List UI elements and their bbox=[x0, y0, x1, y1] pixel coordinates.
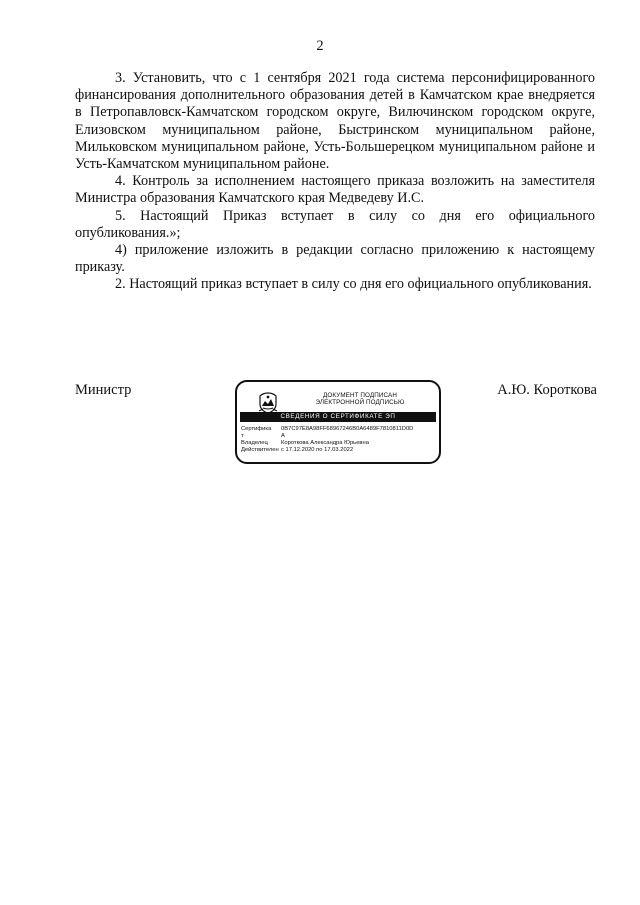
owner-row bbox=[241, 440, 437, 447]
coat-of-arms-icon bbox=[257, 390, 279, 414]
stamp-header bbox=[295, 392, 425, 407]
paragraph-2-entry-into-force: 2. Настоящий приказ вступает в силу со дня его официального опубликования. bbox=[115, 276, 592, 293]
stamp-header-line1: ДОКУМЕНТ ПОДПИСАН bbox=[323, 392, 397, 399]
page-number: 2 bbox=[316, 38, 324, 54]
certificate-info-bar: СВЕДЕНИЯ О СЕРТИФИКАТЕ ЭП bbox=[240, 412, 436, 422]
certificate-label: Сертифика bbox=[241, 426, 272, 432]
document-body bbox=[75, 70, 595, 294]
validity-label: Действителен bbox=[241, 446, 279, 453]
validity-row bbox=[241, 447, 437, 454]
certificate-label-continued: т bbox=[241, 432, 244, 439]
paragraph-5-entry-into-force: 5. Настоящий Приказ вступает в силу со дня его официального опубликования.»; bbox=[75, 207, 595, 241]
owner-label: Владелец bbox=[241, 439, 268, 446]
paragraph-appendix-amendment: 4) приложение изложить в редакции согласно приложению к настоящему приказу. bbox=[75, 242, 595, 276]
certificate-row bbox=[241, 433, 437, 440]
owner-name: Короткова Александра Юрьевна bbox=[281, 439, 369, 446]
paragraph-4-control: 4. Контроль за исполнением настоящего приказа возложить на заместителя Министра образования Камчатского края Медведеву И.С. bbox=[75, 173, 595, 207]
certificate-row bbox=[241, 426, 437, 433]
stamp-header-line2: ЭЛЕКТРОННОЙ ПОДПИСЬЮ bbox=[315, 399, 405, 407]
signatory-name: А.Ю. Короткова bbox=[497, 382, 597, 398]
certificate-serial-continued: A bbox=[281, 432, 285, 439]
validity-period: с 17.12.2020 по 17.03.2022 bbox=[281, 446, 354, 453]
certificate-serial: 0B7C97E8A98FF68967246B0A6489F7810811D0D bbox=[281, 426, 414, 432]
paragraph-3-personified-financing: 3. Установить, что с 1 сентября 2021 года система персонифицированного финансирования дополнительного образования детей в Камчатском крае внедряется в Петропавловск-Камчатском городском округе, Вилючинском городском округе, Елизовском муниципальном районе, Быстринском муниципальном районе, Мильковском муниципальном районе, Усть-Большерецком муниципальном районе и Усть-Камчатском муниципальном районе. bbox=[75, 70, 595, 173]
certificate-details bbox=[241, 426, 437, 454]
signatory-title: Министр bbox=[75, 382, 132, 398]
signature-block bbox=[75, 380, 597, 480]
electronic-signature-stamp bbox=[235, 380, 441, 464]
